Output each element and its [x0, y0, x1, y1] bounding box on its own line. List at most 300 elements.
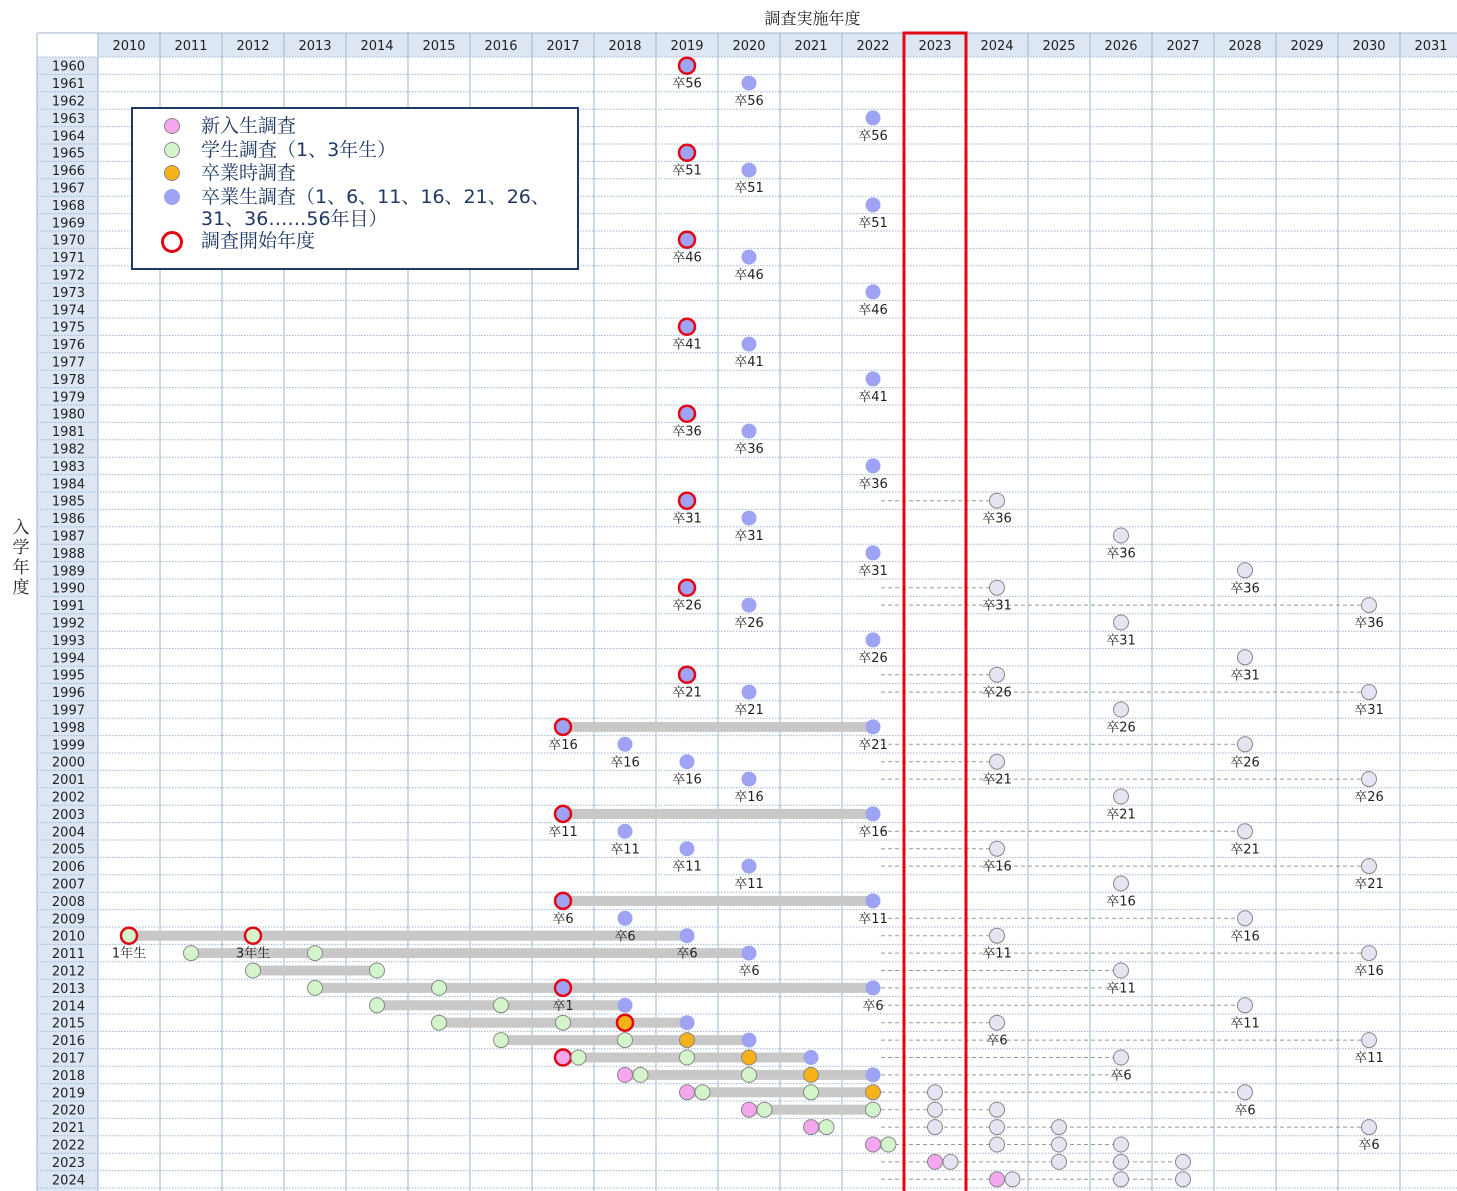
- point-future: [1362, 772, 1377, 787]
- y-tick-label: 1963: [51, 111, 85, 127]
- point-future: [1362, 685, 1377, 700]
- point-alumni: [742, 511, 757, 526]
- point-future: [1176, 1172, 1191, 1187]
- point-future: [928, 1102, 943, 1117]
- point-label: 卒6: [676, 946, 698, 962]
- y-tick-label: 2003: [51, 807, 85, 823]
- y-tick-label: 1990: [51, 581, 85, 597]
- point-future: [1362, 1120, 1377, 1135]
- point-future: [1238, 737, 1253, 752]
- point-student: [432, 980, 447, 995]
- point-alumni: [742, 424, 757, 439]
- point-future: [1238, 824, 1253, 839]
- point-alumni: [679, 667, 695, 683]
- point-future: [990, 1102, 1005, 1117]
- point-alumni: [555, 893, 571, 909]
- x-tick-label: 2026: [1104, 39, 1138, 54]
- point-alumni: [679, 232, 695, 248]
- y-tick-label: 1997: [51, 703, 85, 719]
- x-tick-label: 2031: [1414, 39, 1448, 54]
- legend-item-student: [165, 139, 577, 163]
- point-label: 卒11: [548, 824, 578, 840]
- y-tick-label: 2014: [51, 999, 85, 1015]
- point-label: 卒26: [672, 598, 702, 614]
- survey-span-bar: [687, 1087, 873, 1097]
- y-tick-label: 1982: [51, 442, 85, 458]
- y-axis-title: 入学年度: [12, 518, 30, 598]
- y-tick-label: 1994: [51, 651, 85, 667]
- y-tick-label: 1975: [51, 320, 85, 336]
- x-tick-label: 2024: [980, 39, 1014, 54]
- point-alumni: [679, 58, 695, 74]
- y-tick-label: 2000: [51, 755, 85, 771]
- point-student: [184, 946, 199, 961]
- point-student: [633, 1067, 648, 1082]
- y-tick-label: 2007: [51, 877, 85, 893]
- point-student: [370, 998, 385, 1013]
- point-alumni: [866, 545, 881, 560]
- legend-item-alumni: [165, 186, 555, 230]
- point-alumni: [866, 980, 881, 995]
- point-future: [1114, 1172, 1129, 1187]
- y-tick-label: 1965: [51, 146, 85, 162]
- point-label: 卒11: [1230, 1016, 1260, 1032]
- point-label: 卒6: [986, 1033, 1008, 1049]
- point-student: [742, 1067, 757, 1082]
- point-future: [1114, 528, 1129, 543]
- point-future: [1114, 963, 1129, 978]
- y-tick-label: 2012: [51, 964, 85, 980]
- point-label: 卒31: [734, 529, 764, 545]
- point-label: 卒46: [734, 268, 764, 284]
- y-tick-label: 2013: [51, 981, 85, 997]
- y-tick-label: 1989: [51, 564, 85, 580]
- point-student: [618, 1033, 633, 1048]
- point-alumni: [742, 250, 757, 265]
- point-label: 卒6: [552, 911, 574, 927]
- point-future: [1362, 859, 1377, 874]
- point-label: 卒36: [1354, 616, 1384, 632]
- x-tick-label: 2010: [112, 39, 146, 54]
- point-label: 卒11: [858, 911, 888, 927]
- point-future: [928, 1085, 943, 1100]
- point-label: 卒36: [1230, 581, 1260, 597]
- y-tick-label: 2016: [51, 1034, 85, 1050]
- point-future: [1238, 650, 1253, 665]
- point-freshman: [928, 1154, 943, 1169]
- point-alumni: [866, 893, 881, 908]
- point-label: 卒16: [858, 824, 888, 840]
- legend-label: 学生調査（1、3年生）: [201, 138, 397, 161]
- point-future: [1362, 598, 1377, 613]
- point-alumni: [866, 806, 881, 821]
- point-label: 卒11: [610, 842, 640, 858]
- point-label: 卒16: [734, 790, 764, 806]
- legend-item-graduating: [165, 162, 577, 186]
- survey-span-bar: [129, 931, 687, 941]
- point-alumni: [618, 737, 633, 752]
- point-graduating: [866, 1085, 881, 1100]
- y-tick-label: 1972: [51, 268, 85, 284]
- point-label: 卒1: [552, 998, 574, 1014]
- legend-label: 調査開始年度: [201, 229, 316, 252]
- x-tick-label: 2015: [422, 39, 456, 54]
- point-student: [246, 963, 261, 978]
- point-student: [866, 1102, 881, 1117]
- point-label: 卒16: [672, 772, 702, 788]
- point-student: [308, 980, 323, 995]
- point-label: 卒31: [982, 598, 1012, 614]
- x-tick-label: 2011: [174, 39, 208, 54]
- point-student: [695, 1085, 710, 1100]
- point-future: [990, 928, 1005, 943]
- point-alumni: [742, 76, 757, 91]
- point-alumni: [679, 145, 695, 161]
- y-tick-label: 1992: [51, 616, 85, 632]
- point-alumni: [679, 319, 695, 335]
- y-tick-label: 1981: [51, 425, 85, 441]
- y-tick-label: 2006: [51, 860, 85, 876]
- point-future: [1362, 1033, 1377, 1048]
- point-alumni: [680, 1015, 695, 1030]
- y-tick-label: 2005: [51, 842, 85, 858]
- point-alumni: [680, 754, 695, 769]
- point-student: [819, 1120, 834, 1135]
- point-student: [308, 946, 323, 961]
- point-freshman: [555, 1050, 571, 1066]
- point-alumni: [866, 371, 881, 386]
- point-freshman: [742, 1102, 757, 1117]
- point-graduating: [742, 1050, 757, 1065]
- x-tick-label: 2020: [732, 39, 766, 54]
- y-tick-label: 1966: [51, 164, 85, 180]
- point-label: 卒56: [858, 128, 888, 144]
- point-label: 卒26: [734, 616, 764, 632]
- y-tick-label: 2017: [51, 1051, 85, 1067]
- point-future: [1362, 946, 1377, 961]
- point-future: [990, 667, 1005, 682]
- point-label: 卒11: [672, 859, 702, 875]
- point-future: [990, 1120, 1005, 1135]
- point-label: 卒16: [1106, 894, 1136, 910]
- point-future: [1238, 1085, 1253, 1100]
- legend-item-start: [165, 230, 577, 254]
- point-future: [943, 1154, 958, 1169]
- y-tick-label: 2004: [51, 825, 85, 841]
- point-label: 卒21: [858, 737, 888, 753]
- point-label: 卒51: [672, 163, 702, 179]
- y-tick-label: 1984: [51, 477, 85, 493]
- graduating-marker-icon: [164, 165, 180, 181]
- point-student: [121, 928, 137, 944]
- point-label: 卒31: [858, 563, 888, 579]
- y-tick-label: 1983: [51, 459, 85, 475]
- point-label: 卒6: [1234, 1103, 1256, 1119]
- point-student: [804, 1085, 819, 1100]
- point-label: 卒46: [858, 302, 888, 318]
- point-alumni: [742, 337, 757, 352]
- point-label: 卒6: [1110, 1068, 1132, 1084]
- point-alumni: [866, 458, 881, 473]
- y-tick-label: 2020: [51, 1103, 85, 1119]
- point-label: 卒16: [548, 737, 578, 753]
- point-graduating: [804, 1067, 819, 1082]
- y-tick-label: 1968: [51, 198, 85, 214]
- point-label: 卒41: [734, 355, 764, 371]
- point-label: 卒56: [734, 94, 764, 110]
- point-alumni: [679, 493, 695, 509]
- point-label: 卒41: [672, 337, 702, 353]
- point-label: 卒11: [1106, 981, 1136, 997]
- point-label: 卒6: [862, 998, 884, 1014]
- point-future: [990, 493, 1005, 508]
- y-tick-label: 1962: [51, 94, 85, 110]
- point-label: 卒16: [1230, 929, 1260, 945]
- point-label: 卒11: [982, 946, 1012, 962]
- legend: [131, 107, 579, 270]
- y-tick-label: 2002: [51, 790, 85, 806]
- y-tick-label: 2010: [51, 929, 85, 945]
- point-label: 卒36: [1106, 546, 1136, 562]
- point-future: [1238, 911, 1253, 926]
- legend-label: 卒業時調査: [201, 162, 297, 184]
- x-tick-label: 2013: [298, 39, 332, 54]
- current-year-highlight: [904, 33, 966, 1191]
- point-label: 卒11: [734, 877, 764, 893]
- y-tick-label: 1985: [51, 494, 85, 510]
- survey-span-bar: [315, 983, 873, 993]
- point-alumni: [742, 859, 757, 874]
- point-alumni: [742, 685, 757, 700]
- survey-span-bar: [563, 722, 873, 732]
- point-alumni: [742, 772, 757, 787]
- point-student: [245, 928, 261, 944]
- y-tick-label: 2009: [51, 912, 85, 928]
- x-tick-label: 2012: [236, 39, 270, 54]
- point-student: [680, 1050, 695, 1065]
- point-label: 卒6: [614, 929, 636, 945]
- point-future: [1114, 876, 1129, 891]
- point-label: 卒46: [672, 250, 702, 266]
- point-future: [1114, 1154, 1129, 1169]
- point-freshman: [618, 1067, 633, 1082]
- student-marker-icon: [164, 142, 180, 158]
- x-tick-label: 2016: [484, 39, 518, 54]
- alumni-marker-icon: [164, 189, 180, 205]
- point-label: 卒16: [1354, 964, 1384, 980]
- y-tick-label: 1967: [51, 181, 85, 197]
- x-tick-label: 2030: [1352, 39, 1386, 54]
- point-student: [494, 1033, 509, 1048]
- point-alumni: [866, 632, 881, 647]
- point-student: [571, 1050, 586, 1065]
- y-tick-label: 1970: [51, 233, 85, 249]
- point-alumni: [618, 824, 633, 839]
- x-tick-label: 2023: [918, 39, 952, 54]
- survey-span-bar: [253, 966, 377, 976]
- point-alumni: [742, 1033, 757, 1048]
- point-alumni: [866, 284, 881, 299]
- point-label: 3年生: [235, 946, 271, 962]
- y-tick-label: 1969: [51, 216, 85, 232]
- point-student: [757, 1102, 772, 1117]
- y-tick-label: 2001: [51, 773, 85, 789]
- point-label: 卒31: [1354, 703, 1384, 719]
- point-label: 卒51: [858, 215, 888, 231]
- point-alumni: [679, 580, 695, 596]
- survey-span-bar: [563, 896, 873, 906]
- point-label: 卒6: [738, 964, 760, 980]
- x-tick-label: 2028: [1228, 39, 1262, 54]
- point-label: 卒36: [858, 476, 888, 492]
- legend-item-freshman: [165, 115, 577, 139]
- point-future: [990, 841, 1005, 856]
- y-tick-label: 1987: [51, 529, 85, 545]
- point-label: 卒6: [1358, 1138, 1380, 1154]
- point-future: [928, 1120, 943, 1135]
- start-ring-icon: [161, 231, 183, 253]
- point-alumni: [680, 928, 695, 943]
- point-alumni: [866, 719, 881, 734]
- legend-label: 新入生調査: [201, 115, 297, 137]
- point-label: 卒21: [734, 703, 764, 719]
- point-label: 卒41: [858, 389, 888, 405]
- y-tick-label: 2022: [51, 1138, 85, 1154]
- point-alumni: [555, 806, 571, 822]
- point-future: [990, 1137, 1005, 1152]
- y-tick-label: 1999: [51, 738, 85, 754]
- point-future: [990, 754, 1005, 769]
- point-future: [1238, 563, 1253, 578]
- x-tick-label: 2018: [608, 39, 642, 54]
- point-student: [556, 1015, 571, 1030]
- point-freshman: [990, 1172, 1005, 1187]
- point-alumni: [680, 841, 695, 856]
- point-alumni: [866, 197, 881, 212]
- point-future: [1052, 1137, 1067, 1152]
- point-future: [1114, 1137, 1129, 1152]
- point-label: 卒21: [1230, 842, 1260, 858]
- y-tick-label: 1986: [51, 512, 85, 528]
- point-label: 卒36: [734, 442, 764, 458]
- y-tick-label: 1998: [51, 720, 85, 736]
- x-tick-label: 2019: [670, 39, 704, 54]
- point-freshman: [804, 1120, 819, 1135]
- x-tick-label: 2022: [856, 39, 890, 54]
- y-tick-label: 1996: [51, 686, 85, 702]
- y-tick-label: 2019: [51, 1086, 85, 1102]
- y-tick-label: 1979: [51, 390, 85, 406]
- y-tick-label: 1973: [51, 285, 85, 301]
- point-label: 卒16: [610, 755, 640, 771]
- y-tick-label: 1971: [51, 251, 85, 267]
- point-future: [1114, 615, 1129, 630]
- y-tick-label: 1991: [51, 599, 85, 615]
- point-label: 卒31: [1230, 668, 1260, 684]
- point-alumni: [742, 598, 757, 613]
- point-label: 卒26: [982, 685, 1012, 701]
- y-tick-label: 2018: [51, 1068, 85, 1084]
- y-tick-label: 2008: [51, 894, 85, 910]
- point-alumni: [555, 980, 571, 996]
- point-label: 1年生: [111, 946, 147, 962]
- y-tick-label: 1995: [51, 668, 85, 684]
- point-future: [1052, 1154, 1067, 1169]
- point-graduating: [617, 1015, 633, 1031]
- point-label: 卒26: [1106, 720, 1136, 736]
- point-label: 卒11: [1354, 1051, 1384, 1067]
- y-tick-label: 2023: [51, 1155, 85, 1171]
- point-student: [494, 998, 509, 1013]
- y-tick-label: 2015: [51, 1016, 85, 1032]
- survey-span-bar: [191, 948, 749, 958]
- point-label: 卒16: [982, 859, 1012, 875]
- y-tick-label: 1960: [51, 59, 85, 75]
- point-alumni: [618, 998, 633, 1013]
- point-student: [370, 963, 385, 978]
- point-label: 卒26: [858, 650, 888, 666]
- point-student: [881, 1137, 896, 1152]
- y-tick-label: 2024: [51, 1173, 85, 1189]
- y-tick-label: 2011: [51, 947, 85, 963]
- y-tick-label: 1961: [51, 77, 85, 93]
- x-tick-label: 2014: [360, 39, 394, 54]
- point-label: 卒51: [734, 181, 764, 197]
- point-label: 卒26: [1354, 790, 1384, 806]
- y-tick-label: 1993: [51, 633, 85, 649]
- y-tick-label: 1974: [51, 303, 85, 319]
- x-tick-label: 2029: [1290, 39, 1324, 54]
- point-future: [1114, 1050, 1129, 1065]
- point-future: [1176, 1154, 1191, 1169]
- y-tick-label: 1978: [51, 372, 85, 388]
- point-graduating: [680, 1033, 695, 1048]
- point-future: [1114, 789, 1129, 804]
- x-tick-label: 2021: [794, 39, 828, 54]
- x-tick-label: 2025: [1042, 39, 1076, 54]
- y-tick-label: 1976: [51, 338, 85, 354]
- point-student: [432, 1015, 447, 1030]
- point-future: [1114, 702, 1129, 717]
- point-label: 卒31: [672, 511, 702, 527]
- point-label: 卒21: [672, 685, 702, 701]
- point-label: 卒56: [672, 76, 702, 92]
- point-label: 卒21: [982, 772, 1012, 788]
- point-label: 卒36: [672, 424, 702, 440]
- point-label: 卒26: [1230, 755, 1260, 771]
- point-alumni: [742, 946, 757, 961]
- y-tick-label: 2021: [51, 1121, 85, 1137]
- x-tick-label: 2027: [1166, 39, 1200, 54]
- point-alumni: [679, 406, 695, 422]
- point-label: 卒21: [1354, 877, 1384, 893]
- point-alumni: [618, 911, 633, 926]
- point-label: 卒21: [1106, 807, 1136, 823]
- y-tick-label: 1980: [51, 407, 85, 423]
- point-alumni: [555, 719, 571, 735]
- point-future: [990, 1015, 1005, 1030]
- point-future: [990, 580, 1005, 595]
- legend-label: 卒業生調査（1、6、11、16、21、26、31、36……56年目）: [201, 185, 550, 230]
- y-tick-label: 1988: [51, 546, 85, 562]
- point-freshman: [866, 1137, 881, 1152]
- point-freshman: [680, 1085, 695, 1100]
- point-alumni: [804, 1050, 819, 1065]
- point-alumni: [866, 110, 881, 125]
- point-label: 卒31: [1106, 633, 1136, 649]
- survey-span-bar: [563, 809, 873, 819]
- point-future: [1238, 998, 1253, 1013]
